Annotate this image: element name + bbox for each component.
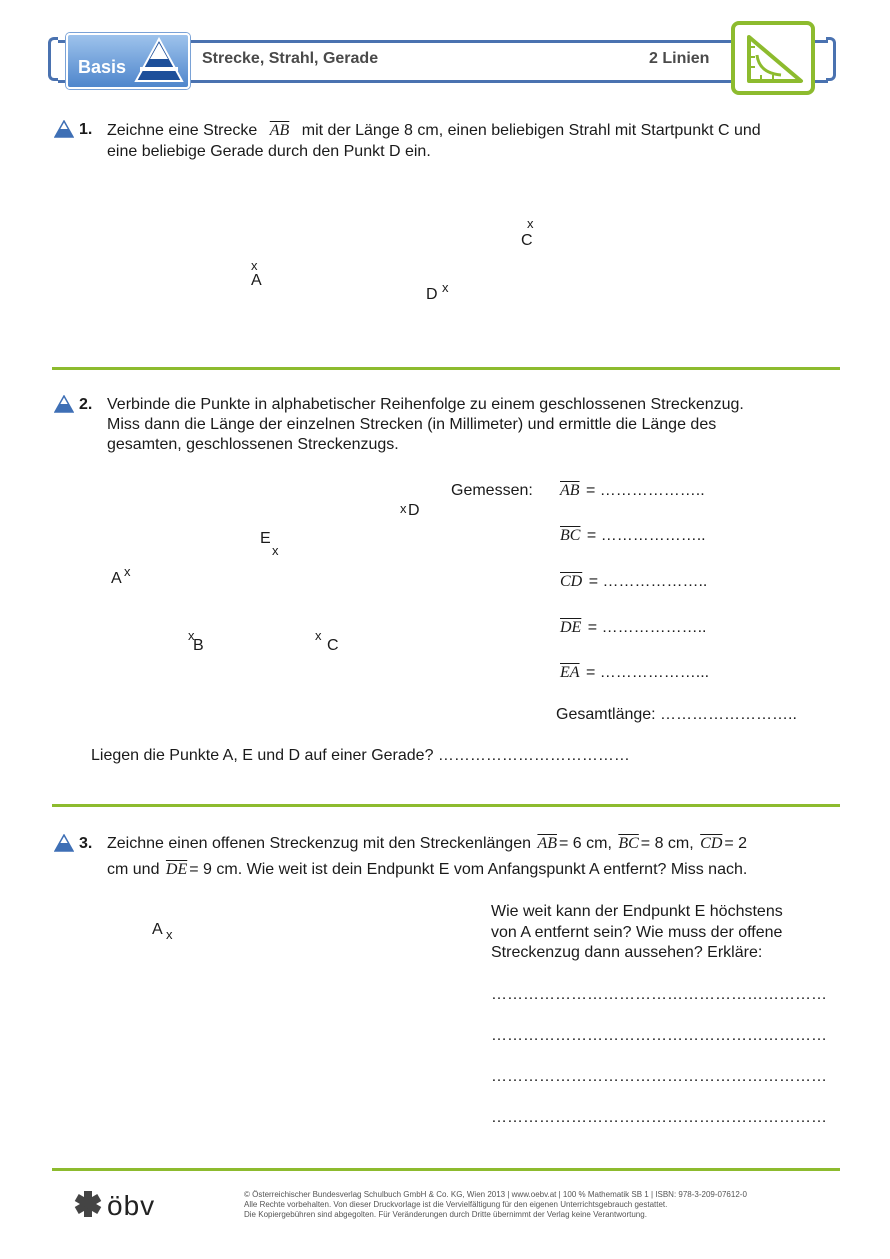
- task-2-number: 2.: [79, 396, 93, 413]
- measure-ab: [558, 482, 705, 500]
- separator-2: [52, 804, 840, 807]
- publisher-logo: öbv: [107, 1190, 156, 1221]
- basis-label: Basis: [78, 57, 127, 77]
- task-3-text-c: = 8 cm,: [640, 835, 694, 852]
- measure-de-value: = ………………..: [587, 619, 707, 636]
- difficulty-icon: [54, 834, 74, 852]
- footer-copyright: [244, 1190, 747, 1220]
- task-3-question-3: Streckenzug dann aussehen? Erkläre:: [491, 944, 763, 961]
- measure-de: [558, 619, 706, 637]
- pyramid-icon: [134, 37, 184, 83]
- point-c-mark: x: [315, 628, 322, 643]
- task-1-text-line2: eine beliebige Gerade durch den Punkt D ein.: [107, 143, 431, 160]
- point-a-label: A: [111, 570, 122, 587]
- measured-label: Gemessen:: [451, 482, 533, 499]
- task-3-question-2: von A entfernt sein? Wie muss der offene: [491, 924, 783, 941]
- segment-ab: $\overline{AB}$: [537, 835, 557, 852]
- point-a-label: A: [251, 272, 262, 289]
- segment-cd: $\overline{CD}$: [700, 835, 723, 852]
- measure-ea-value: = ………………...: [586, 664, 710, 681]
- segment-bc: $\overline{BC}$: [618, 835, 639, 852]
- answer-line-3[interactable]: ………………………………………………………: [491, 1068, 827, 1085]
- task-3-text-b: = 6 cm,: [558, 835, 612, 852]
- measure-cd: [558, 573, 707, 591]
- footer-line-2: Alle Rechte vorbehalten. Von dieser Druckvorlage ist die Vervielfältigung für den eigenen Unterrichtsgebrauch gestattet.: [244, 1200, 668, 1209]
- task-3-question-1: Wie weit kann der Endpunkt E höchstens: [491, 903, 783, 920]
- task-3-line-1: [107, 833, 747, 854]
- point-e-label: E: [260, 530, 271, 547]
- footer-line-1: © Österreichischer Bundesverlag Schulbuch GmbH & Co. KG, Wien 2013 | www.oebv.at | 100 % Mathematik SB 1 | ISBN: 978-3-209-07612-0: [244, 1190, 747, 1199]
- segment-de: $\overline{DE}$: [560, 619, 582, 636]
- footer-line-3: Die Kopiergebühren sind abgegolten. Für Veränderungen durch Dritte übernimmt der Verlag keine Verantwortung.: [244, 1210, 647, 1219]
- task-3-text-f: = 9 cm. Wie weit ist dein Endpunkt E vom Anfangspunkt A entfernt? Miss nach.: [189, 861, 748, 878]
- total-length-label: Gesamtlänge: ……………………..: [556, 706, 797, 723]
- answer-line-4[interactable]: ………………………………………………………: [491, 1109, 827, 1126]
- segment-de: $\overline{DE}$: [165, 861, 188, 878]
- task-3-text-d: = 2: [724, 835, 748, 852]
- task-1-number: 1.: [79, 121, 93, 138]
- point-a-mark: x: [166, 927, 173, 942]
- collinear-question: Liegen die Punkte A, E und D auf einer Gerade? ………………………………: [91, 747, 630, 764]
- segment-cd: $\overline{CD}$: [560, 573, 583, 590]
- point-a-mark: x: [124, 564, 131, 579]
- answer-line-2[interactable]: ………………………………………………………: [491, 1027, 827, 1044]
- task-1-text-rest: mit der Länge 8 cm, einen beliebigen Strahl mit Startpunkt C und: [301, 122, 761, 139]
- point-c-mark: x: [527, 216, 534, 231]
- segment-ab: $\overline{AB}$: [560, 482, 580, 499]
- point-e-mark: x: [272, 543, 279, 558]
- point-b-label: B: [193, 637, 204, 654]
- answer-line-1[interactable]: ………………………………………………………: [491, 986, 827, 1003]
- basis-badge: [66, 33, 190, 89]
- segment-ea: $\overline{EA}$: [560, 664, 580, 681]
- page-title: Strecke, Strahl, Gerade: [202, 50, 379, 67]
- point-d-mark: x: [400, 501, 407, 516]
- difficulty-icon: [54, 120, 74, 138]
- point-d-mark: x: [442, 280, 449, 295]
- task-3-text-a: Zeichne einen offenen Streckenzug mit den Streckenlängen: [107, 835, 531, 852]
- measure-ab-value: = ………………..: [586, 482, 705, 499]
- point-a-mark: x: [251, 258, 258, 273]
- task-2-line-2: Miss dann die Länge der einzelnen Strecken (in Millimeter) und ermittle die Länge des: [107, 416, 717, 433]
- segment-bc: $\overline{BC}$: [560, 527, 581, 544]
- task-2-line-3: gesamten, geschlossenen Streckenzugs.: [107, 436, 399, 453]
- task-3-line-2: [107, 859, 747, 880]
- point-a-label: A: [152, 921, 163, 938]
- segment-ab: $\overline{AB}$: [269, 122, 290, 139]
- task-3-number: 3.: [79, 835, 93, 852]
- measure-ea: [558, 664, 709, 682]
- separator-footer: [52, 1168, 840, 1171]
- measure-bc: [558, 527, 706, 545]
- measure-bc-value: = ………………..: [586, 527, 706, 544]
- chapter-label: 2 Linien: [649, 50, 710, 67]
- measure-cd-value: = ………………..: [588, 573, 708, 590]
- task-1-text: [107, 120, 761, 141]
- point-c-label: C: [327, 637, 339, 654]
- set-square-icon: [731, 21, 815, 95]
- point-d-label: D: [408, 502, 420, 519]
- task-2-line-1: Verbinde die Punkte in alphabetischer Reihenfolge zu einem geschlossenen Streckenzug.: [107, 396, 744, 413]
- task-1-text-start: Zeichne eine Strecke: [107, 122, 258, 139]
- point-c-label: C: [521, 232, 533, 249]
- publisher-star-icon: [73, 1190, 103, 1218]
- task-3-text-e: cm und: [107, 861, 160, 878]
- header-bracket-right: [826, 37, 836, 81]
- header-bracket-left: [48, 37, 58, 81]
- separator-1: [52, 367, 840, 370]
- point-b-mark: x: [188, 628, 195, 643]
- point-d-label: D: [426, 286, 438, 303]
- difficulty-icon: [54, 395, 74, 413]
